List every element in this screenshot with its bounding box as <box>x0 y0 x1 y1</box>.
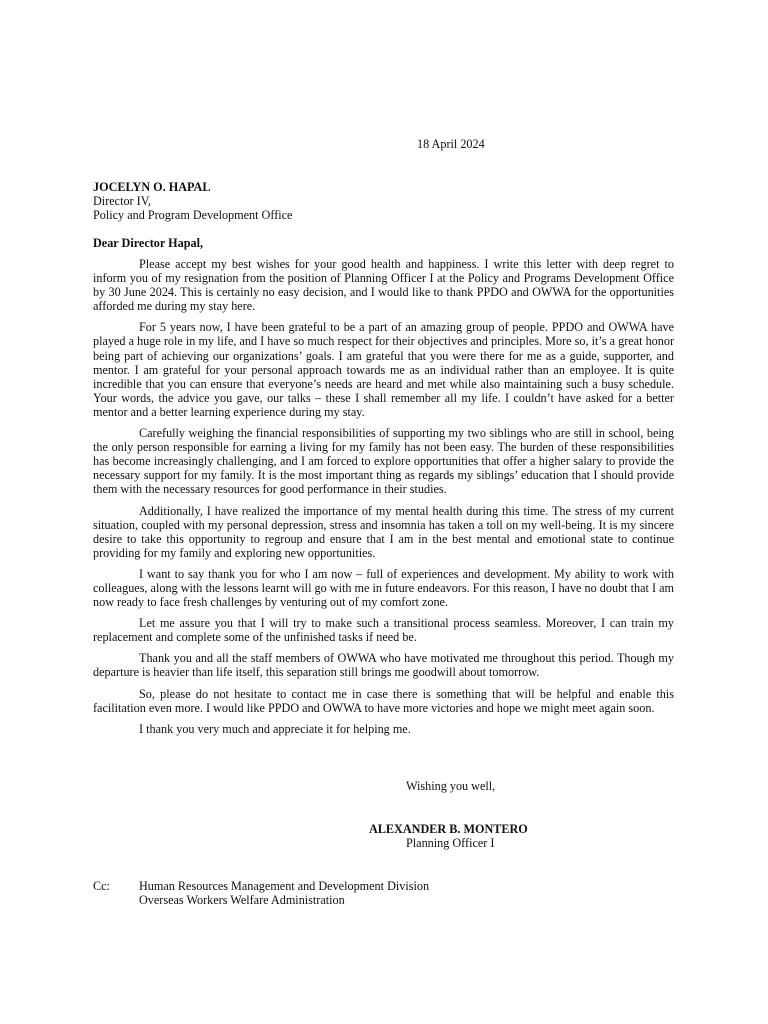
recipient-title: Director IV, <box>93 194 151 209</box>
cc-label: Cc: <box>93 879 110 893</box>
recipient-block <box>93 180 292 222</box>
body-paragraph: Thank you and all the staff members of OWWA who have motivated me throughout this period. Though my departure is heavier than life itself, this separation still brings me goodwill about tomorrow. <box>93 651 674 680</box>
body-paragraph: Let me assure you that I will try to make such a transitional process seamless. Moreover, I can train my replacement and complete some of the unfinished tasks if need be. <box>93 616 674 645</box>
letter-body <box>93 257 674 743</box>
salutation: Dear Director Hapal, <box>93 236 204 250</box>
recipient-name: JOCELYN O. HAPAL <box>93 180 211 194</box>
letter-date: 18 April 2024 <box>417 137 485 151</box>
recipient-office: Policy and Program Development Office <box>93 208 293 223</box>
body-paragraph: Carefully weighing the financial responsibilities of supporting my two siblings who are still in school, being the only person responsible for earning a living for my family has not been easy. The burden of these responsibilities has become increasingly challenging, and I am forced to explore opportunities that offer a higher salary to provide the necessary support for my family. It is the most important thing as regards my siblings’ education that I should provide them with the necessary resources for good performance in their studies. <box>93 426 674 497</box>
closing-line: Wishing you well, <box>406 779 496 793</box>
body-paragraph: I want to say thank you for who I am now – full of experiences and development. My ability to work with colleagues, along with the lessons learnt will go with me in future endeavors. For this reason, I have no doubt that I am now ready to face fresh challenges by venturing out of my comfort zone. <box>93 566 674 610</box>
body-paragraph: Additionally, I have realized the importance of my mental health during this time. The stress of my current situation, coupled with my personal depression, stress and insomnia has taken a toll on my well-being. It is my sincere desire to take this opportunity to regroup and ensure that I am in the best mental and emotional state to continue providing for my family and exploring new opportunities. <box>93 503 674 560</box>
cc-recipients <box>139 879 429 907</box>
signatory-name: ALEXANDER B. MONTERO <box>369 822 528 836</box>
cc-recipient: Human Resources Management and Development Division <box>139 879 430 893</box>
body-paragraph: I thank you very much and appreciate it for helping me. <box>139 721 411 736</box>
signatory-title: Planning Officer I <box>406 836 495 850</box>
body-paragraph: Please accept my best wishes for your good health and happiness. I write this letter with deep regret to inform you of my resignation from the position of Planning Officer I at the Policy and Programs Development Office by 30 June 2024. This is certainly no easy decision, and I would like to thank PPDO and OWWA for the opportunities afforded me during my stay here. <box>93 257 674 314</box>
body-paragraph: For 5 years now, I have been grateful to be a part of an amazing group of people. PPDO and OWWA have played a huge role in my life, and I have so much respect for their objectives and principles. More so, it’s a great honor being part of achieving our organizations’ goals. I am grateful that you were there for me as a guide, supporter, and mentor. I am grateful for your personal approach towards me as an individual rather than an employee. It is quite incredible that you can ensure that everyone’s needs are heard and met while also maintaining such a busy schedule. Your words, the advice you gave, our talks – these I shall remember all my life. I couldn’t have asked for a better mentor and a better learning experience during my stay. <box>93 320 674 419</box>
cc-recipient: Overseas Workers Welfare Administration <box>139 893 345 908</box>
body-paragraph: So, please do not hesitate to contact me in case there is something that will be helpful and enable this facilitation even more. I would like PPDO and OWWA to have more victories and hope we might meet again soon. <box>93 686 674 715</box>
